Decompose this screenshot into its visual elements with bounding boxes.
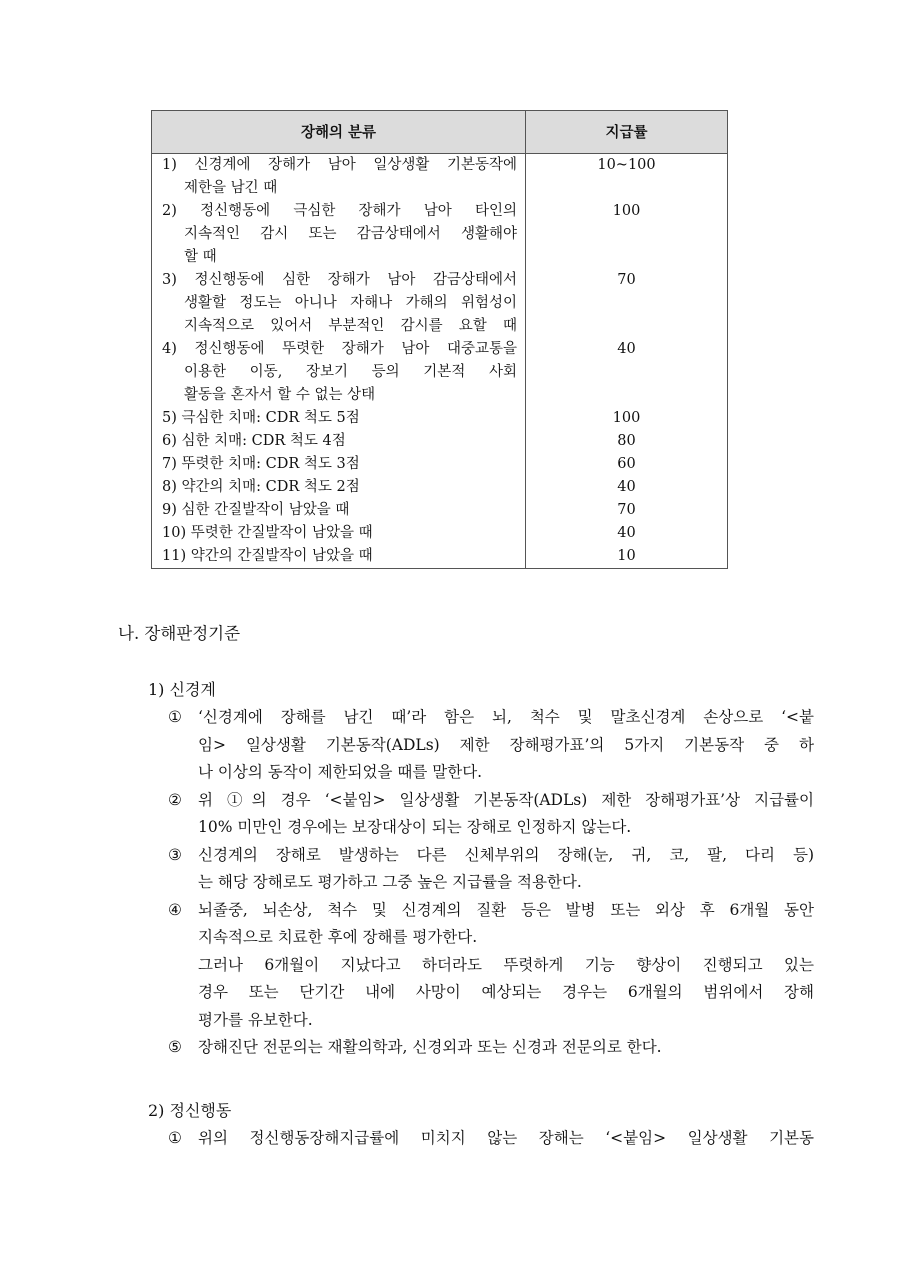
- disability-rate-table: [151, 110, 728, 569]
- item-marker: ②: [168, 790, 182, 809]
- item-marker: ①: [168, 1129, 182, 1147]
- row-rate: 70: [526, 499, 728, 522]
- row-description: 4) 정신행동에 뚜렷한 장해가 남아 대중교통을 이용한 이동, 장보기 등의 기본적 사회 활동을 혼자서 할 수 없는 상태: [152, 338, 526, 407]
- row-rate: 100: [526, 407, 728, 430]
- list-item: [168, 1125, 814, 1153]
- table-row: [152, 154, 728, 201]
- row-rate: 60: [526, 453, 728, 476]
- table-row: [152, 499, 728, 522]
- row-description: 8) 약간의 치매: CDR 척도 2점: [152, 476, 526, 499]
- row-rate: 70: [526, 269, 728, 338]
- row-rate: 40: [526, 338, 728, 407]
- table-row: [152, 476, 728, 499]
- row-rate: 40: [526, 476, 728, 499]
- item-text: 뇌졸중, 뇌손상, 척수 및 신경계의 질환 등은 발병 또는 외상 후 6개월 동안 지속적으로 치료한 후에 장해를 평가한다. 그러나 6개월이 지났다고 하더라도 뚜렷하게 기능 향상이 진행되고 있는 경우 또는 단기간 내에 사망이 예상되는 경우는 6개월의 범위에서 장해 평가를 유보한다.: [198, 900, 814, 1029]
- table-row: [152, 522, 728, 545]
- row-description: 11) 약간의 간질발작이 남았을 때: [152, 545, 526, 569]
- row-rate: 100: [526, 200, 728, 269]
- row-description: 5) 극심한 치매: CDR 척도 5점: [152, 407, 526, 430]
- table-row: [152, 338, 728, 407]
- item-text: ‘신경계에 장해를 남긴 때’라 함은 뇌, 척수 및 말초신경계 손상으로 ‘<붙 임> 일상생활 기본동작(ADLs) 제한 장해평가표’의 5가지 기본동작 중 하 나 이상의 동작이 제한되었을 때를 말한다.: [198, 708, 814, 781]
- table-row: [152, 430, 728, 453]
- table-row: [152, 200, 728, 269]
- row-rate: 40: [526, 522, 728, 545]
- row-description: 7) 뚜렷한 치매: CDR 척도 3점: [152, 453, 526, 476]
- table-row: [152, 407, 728, 430]
- row-rate: 10~100: [526, 154, 728, 201]
- table-row: [152, 269, 728, 338]
- item-marker: ⑤: [168, 1038, 182, 1056]
- list-item: [168, 1034, 814, 1062]
- subsection-title-mental-behavior: 2) 정신행동: [148, 1101, 232, 1120]
- item-text: 위 ①의 경우 ‘<붙임> 일상생활 기본동작(ADLs) 제한 장해평가표’상 지급률이 10% 미만인 경우에는 보장대상이 되는 장해로 인정하지 않는다.: [198, 790, 814, 836]
- row-description: 10) 뚜렷한 간질발작이 남았을 때: [152, 522, 526, 545]
- item-text: 위의 정신행동장해지급률에 미치지 않는 장해는 ‘<붙임> 일상생활 기본동: [198, 1129, 814, 1147]
- subsection-title-nervous-system: 1) 신경계: [148, 680, 216, 699]
- section-title: 나. 장해판정기준: [118, 624, 241, 643]
- list-item: [168, 704, 814, 787]
- item-marker: ④: [168, 900, 182, 919]
- row-description: 3) 정신행동에 심한 장해가 남아 감금상태에서 생활할 정도는 아니나 자해나 가해의 위험성이 지속적으로 있어서 부분적인 감시를 요할 때: [152, 269, 526, 338]
- item-text: 장해진단 전문의는 재활의학과, 신경외과 또는 신경과 전문의로 한다.: [198, 1038, 662, 1056]
- item-marker: ③: [168, 845, 182, 864]
- row-description: 6) 심한 치매: CDR 척도 4점: [152, 430, 526, 453]
- item-marker: ①: [168, 708, 182, 726]
- nervous-system-criteria: [168, 704, 814, 1062]
- table-row: [152, 453, 728, 476]
- row-description: 2) 정신행동에 극심한 장해가 남아 타인의 지속적인 감시 또는 감금상태에서 생활해야 할 때: [152, 200, 526, 269]
- table-row: [152, 545, 728, 569]
- list-item: [168, 897, 814, 1035]
- header-rate: 지급률: [526, 111, 728, 154]
- row-rate: 10: [526, 545, 728, 569]
- row-description: 9) 심한 간질발작이 남았을 때: [152, 499, 526, 522]
- list-item: [168, 842, 814, 897]
- header-classification: 장해의 분류: [152, 111, 526, 154]
- mental-behavior-criteria: [168, 1125, 814, 1153]
- table-header-row: [152, 111, 728, 154]
- list-item: [168, 787, 814, 842]
- item-text: 신경계의 장해로 발생하는 다른 신체부위의 장해(눈, 귀, 코, 팔, 다리 등) 는 해당 장해로도 평가하고 그중 높은 지급률을 적용한다.: [198, 845, 814, 891]
- row-rate: 80: [526, 430, 728, 453]
- row-description: 1) 신경계에 장해가 남아 일상생활 기본동작에 제한을 남긴 때: [152, 154, 526, 201]
